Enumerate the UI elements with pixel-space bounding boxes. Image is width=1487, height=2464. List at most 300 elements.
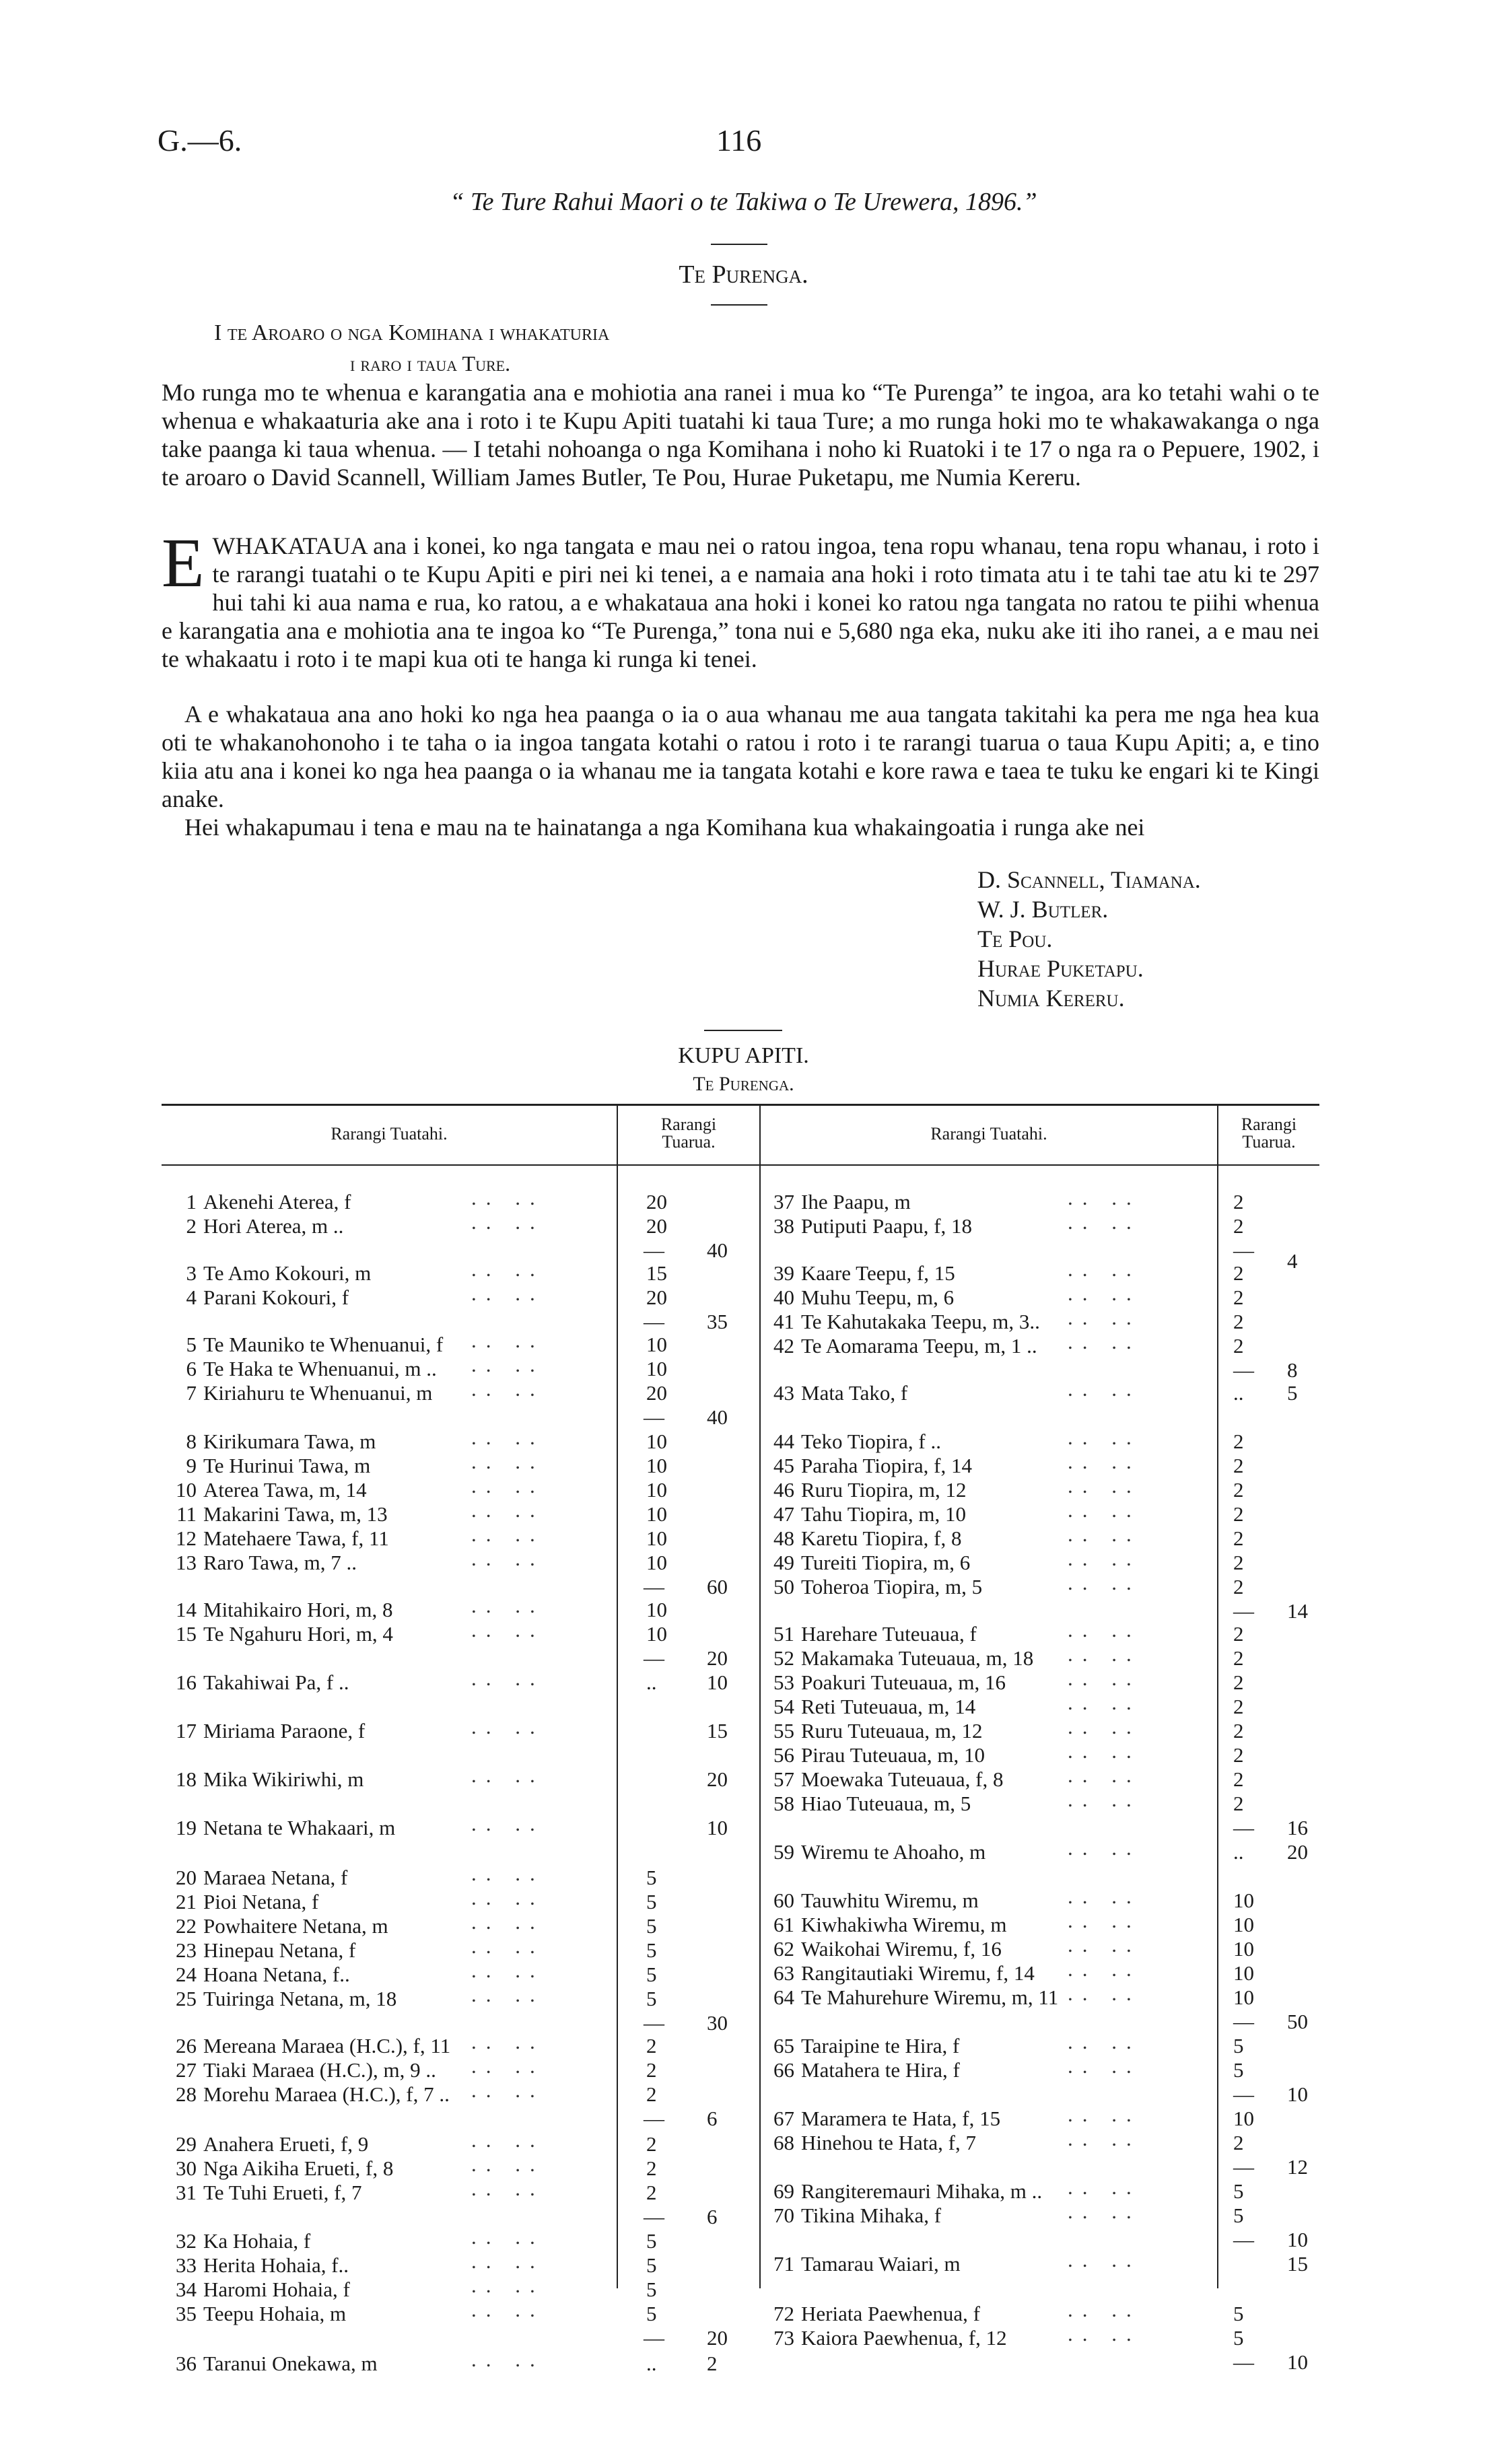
- table-row: [168, 1963, 350, 1987]
- table-row: [168, 2181, 362, 2205]
- share-value: 5: [646, 2253, 657, 2277]
- entry-number: 12: [176, 1526, 197, 1550]
- table-row: [168, 2229, 310, 2253]
- entry-name: Te Tuhi Erueti, f, 7: [203, 2181, 362, 2204]
- entry-name: Mitahikairo Hori, m, 8: [203, 1598, 393, 1621]
- share-value: 5: [646, 1914, 657, 1938]
- entry-name: Te Kahutakaka Teepu, m, 3..: [801, 1310, 1040, 1333]
- leader-dots: .. ..: [1068, 1885, 1141, 1908]
- table-row: [766, 1190, 911, 1214]
- share-value: 2: [646, 2034, 657, 2057]
- leader-dots: .. ..: [471, 1666, 545, 1690]
- share-value: 5: [646, 2229, 657, 2253]
- entry-name: Te Aomarama Teepu, m, 1 ..: [801, 1334, 1037, 1358]
- main-paragraph: [162, 524, 1319, 673]
- table-header-rule: [162, 1164, 1319, 1166]
- table-row: [168, 1719, 365, 1743]
- leader-dots: .. ..: [471, 2128, 545, 2152]
- share-value: 20: [646, 1381, 667, 1405]
- leader-dots: .. ..: [1068, 1836, 1141, 1860]
- leader-dots: .. ..: [1068, 1330, 1141, 1353]
- entry-number: 3: [186, 1261, 197, 1285]
- entry-name: Mata Tako, f: [801, 1381, 908, 1405]
- leader-dots: .. ..: [1068, 2103, 1141, 2126]
- entry-name: Putiputi Paapu, f, 18: [801, 1214, 973, 1238]
- table-row: [766, 1430, 941, 1454]
- entry-name: Wiremu te Ahoaho, m: [801, 1840, 986, 1864]
- table-row: [168, 1381, 432, 1405]
- leader-dots: .. ..: [1068, 1618, 1141, 1642]
- table-row: [168, 2058, 436, 2082]
- entry-number: 26: [176, 2034, 197, 2057]
- table-row: [168, 1333, 443, 1357]
- share-value: 5: [646, 2278, 657, 2301]
- table-row: [766, 2107, 1000, 2131]
- subtotal-value: 15: [707, 1719, 728, 1743]
- leader-dots: .. ..: [471, 1377, 545, 1401]
- entry-name: Ruru Tuteuaua, m, 12: [801, 1719, 983, 1743]
- entry-number: 31: [176, 2181, 197, 2204]
- table-row: [766, 2252, 961, 2276]
- leader-dots: .. ..: [1068, 1522, 1141, 1546]
- table-row: [766, 1261, 955, 1286]
- share-value: 2: [1233, 1551, 1244, 1574]
- entry-name: Te Haka te Whenuanui, m ..: [203, 1357, 437, 1380]
- header-line: Tuarua.: [1242, 1132, 1296, 1152]
- entry-name: Netana te Whakaari, m: [203, 1816, 396, 1839]
- header-rarangi-tuatahi-right: Rarangi Tuatahi.: [930, 1124, 1047, 1143]
- subtotal-value: 20: [707, 1646, 728, 1670]
- table-row: [766, 1502, 966, 1526]
- subtotal-value: 12: [1287, 2155, 1308, 2179]
- share-value: 2: [646, 2058, 657, 2082]
- paragraph-shares-text: A e whakataua ana ano hoki ko nga hea paanga o ia o aua whanau me aua tangata takitahi ka pera me nga hea kua oti te whakanohonoho i te taha o ia ingoa tangata kotahi o ratou i roto i te rarangi tuarua o taua Kupu Apiti; a, e tino kiia atu ana i konei ko nga hea paanga o ia whanau me ia tangata kotahi e kore rawa e taea te tuku ke engari ki te Kingi anake.: [162, 701, 1319, 812]
- leader-dots: .. ..: [1068, 1571, 1141, 1594]
- header-line: Rarangi: [1241, 1115, 1297, 1134]
- subtotal-dash: —: [644, 2205, 664, 2228]
- table-row: [766, 2179, 1042, 2204]
- entry-name: Reti Tuteuaua, m, 14: [801, 1695, 976, 1718]
- leader-dots: .. ..: [471, 1886, 545, 1909]
- entry-name: Anahera Erueti, f, 9: [203, 2132, 369, 2156]
- signatory: Hurae Puketapu.: [977, 955, 1144, 982]
- signatory: Numia Kereru.: [977, 985, 1125, 1012]
- share-value: 10: [646, 1430, 667, 1453]
- leader-dots: .. ..: [471, 1594, 545, 1617]
- leader-dots: .. ..: [1068, 2175, 1141, 2199]
- leader-dots: .. ..: [1068, 1933, 1141, 1957]
- table-row: [168, 1357, 437, 1381]
- entry-name: Parani Kokouri, f: [203, 1286, 349, 1309]
- leader-dots: .. ..: [471, 1934, 545, 1958]
- subtotal-value: 10: [707, 1670, 728, 1694]
- leader-dots: .. ..: [471, 1522, 545, 1546]
- entry-name: Makarini Tawa, m, 13: [203, 1502, 388, 1526]
- leader-dots: .. ..: [471, 1959, 545, 1982]
- leader-dots: .. ..: [471, 2078, 545, 2102]
- entry-name: Powhaitere Netana, m: [203, 1914, 388, 1938]
- share-value: 2: [646, 2156, 657, 2180]
- table-row: [766, 1646, 1033, 1670]
- entry-number: 52: [773, 1646, 794, 1670]
- entry-number: 59: [773, 1840, 794, 1864]
- share-value: 10: [646, 1502, 667, 1526]
- entry-number: 5: [186, 1333, 197, 1356]
- subtotal-dash: —: [1233, 2010, 1254, 2033]
- leader-dots: .. ..: [471, 1450, 545, 1473]
- table-row: [766, 1334, 1037, 1358]
- share-value: 20: [646, 1214, 667, 1238]
- share-value: 10: [1233, 1913, 1254, 1936]
- table-row: [168, 2132, 368, 2156]
- subtotal-dash: —: [644, 2326, 664, 2350]
- table-row: [766, 1478, 966, 1502]
- subtotal-dash: —: [644, 2011, 664, 2035]
- entry-name: Aterea Tawa, m, 14: [203, 1478, 367, 1502]
- share-value: ..: [646, 1670, 657, 1694]
- entry-number: 29: [176, 2132, 197, 2156]
- table-row: [168, 1914, 388, 1938]
- entry-number: 55: [773, 1719, 794, 1743]
- share-value: 10: [646, 1551, 667, 1574]
- table-row: [168, 1767, 364, 1792]
- entry-name: Miriama Paraone, f: [203, 1719, 366, 1743]
- leader-dots: .. ..: [1068, 2248, 1141, 2272]
- leader-dots: .. ..: [471, 1715, 545, 1738]
- table-row: [766, 1792, 971, 1816]
- share-value: ..: [646, 2352, 657, 2375]
- table-row: [168, 2278, 350, 2302]
- share-value: 5: [646, 1890, 657, 1913]
- leader-dots: .. ..: [471, 1812, 545, 1835]
- entry-number: 40: [773, 1286, 794, 1309]
- entry-name: Heriata Paewhenua, f: [801, 2302, 980, 2325]
- leader-dots: .. ..: [1068, 1450, 1141, 1473]
- share-value: 5: [1233, 2179, 1244, 2203]
- share-value: 5: [646, 1938, 657, 1962]
- entry-name: Raro Tawa, m, 7 ..: [203, 1551, 357, 1574]
- subtotal-value: 5: [1287, 1381, 1298, 1405]
- entry-number: 27: [176, 2058, 197, 2082]
- leader-dots: .. ..: [471, 2177, 545, 2200]
- entry-name: Harehare Tuteuaua, f: [801, 1622, 977, 1646]
- entry-number: 49: [773, 1551, 794, 1574]
- entry-number: 36: [176, 2352, 197, 2375]
- entry-number: 53: [773, 1670, 794, 1694]
- table-row: [766, 1670, 1006, 1695]
- entry-name: Hinepau Netana, f: [203, 1938, 356, 1962]
- leader-dots: .. ..: [471, 1983, 545, 2006]
- entry-number: 17: [176, 1719, 197, 1743]
- entry-name: Kiwhakiwha Wiremu, m: [801, 1913, 1007, 1936]
- entry-number: 7: [186, 1381, 197, 1405]
- entry-number: 8: [186, 1430, 197, 1453]
- table-row: [766, 1937, 1002, 1961]
- leader-dots: .. ..: [471, 2348, 545, 2371]
- subtotal-dash: —: [1233, 2155, 1254, 2179]
- entry-number: 51: [773, 1622, 794, 1646]
- paragraph-shares: [162, 700, 1319, 813]
- subtotal-dash: —: [1233, 1238, 1254, 1262]
- entry-name: Kaiora Paewhenua, f, 12: [801, 2326, 1007, 2350]
- leader-dots: .. ..: [1068, 1957, 1141, 1981]
- table-row: [168, 2253, 349, 2278]
- leader-dots: .. ..: [1068, 1257, 1141, 1281]
- table-row: [168, 1526, 389, 1551]
- leader-dots: .. ..: [471, 2030, 545, 2053]
- column-separator: [759, 1104, 761, 2288]
- entry-name: Matahera te Hira, f: [801, 2058, 960, 2082]
- share-value: 2: [1233, 1261, 1244, 1285]
- table-row: [766, 1695, 975, 1719]
- entry-name: Te Mahurehure Wiremu, m, 11: [801, 1985, 1059, 2009]
- share-value: 2: [1233, 1430, 1244, 1453]
- entry-name: Te Amo Kokouri, m: [203, 1261, 372, 1285]
- entry-name: Mereana Maraea (H.C.), f, 11: [203, 2034, 451, 2057]
- entry-number: 15: [176, 1622, 197, 1646]
- table-row: [766, 1961, 1035, 1985]
- entry-number: 66: [773, 2058, 794, 2082]
- entry-number: 37: [773, 1190, 794, 1213]
- share-value: 2: [646, 2132, 657, 2156]
- page-number: 116: [716, 123, 762, 157]
- subtotal-dash: —: [644, 1646, 664, 1670]
- entry-number: 21: [176, 1890, 197, 1913]
- entry-number: 68: [773, 2131, 794, 2154]
- entry-name: Matehaere Tawa, f, 11: [203, 1526, 389, 1550]
- subtotal-value: 6: [707, 2205, 718, 2228]
- share-value: 2: [646, 2082, 657, 2106]
- table-row: [766, 1985, 1058, 2010]
- share-value: 10: [1233, 1889, 1254, 1912]
- entry-number: 48: [773, 1526, 794, 1550]
- entry-number: 73: [773, 2326, 794, 2350]
- table-row: [168, 1670, 349, 1695]
- share-value: 2: [1233, 1214, 1244, 1238]
- entry-name: Moewaka Tuteuaua, f, 8: [801, 1767, 1004, 1791]
- leader-dots: .. ..: [471, 1329, 545, 1352]
- table-row: [168, 1938, 355, 1963]
- share-value: 5: [646, 1987, 657, 2010]
- paragraph-attestation: [162, 813, 1319, 841]
- entry-number: 62: [773, 1937, 794, 1961]
- entry-name: Pioi Netana, f: [203, 1890, 319, 1913]
- entry-name: Haromi Hohaia, f: [203, 2278, 350, 2301]
- leader-dots: .. ..: [1068, 1474, 1141, 1498]
- entry-name: Maraea Netana, f: [203, 1866, 348, 1889]
- share-value: 5: [1233, 2034, 1244, 2057]
- entry-number: 6: [186, 1357, 197, 1380]
- table-row: [168, 1261, 371, 1286]
- table-row: [766, 2058, 960, 2082]
- table-row: [766, 1767, 1003, 1792]
- entry-number: 69: [773, 2179, 794, 2203]
- entry-name: Taranui Onekawa, m: [203, 2352, 378, 2375]
- entry-name: Teepu Hohaia, m: [203, 2302, 347, 2325]
- entry-number: 32: [176, 2229, 197, 2253]
- share-value: 10: [646, 1478, 667, 1502]
- share-value: 20: [646, 1190, 667, 1213]
- share-value: 2: [1233, 1767, 1244, 1791]
- entry-number: 11: [176, 1502, 197, 1526]
- table-row: [766, 1840, 985, 1864]
- share-value: 2: [1233, 1334, 1244, 1358]
- subtotal-value: 8: [1287, 1358, 1298, 1382]
- table-row: [766, 2326, 1007, 2350]
- leader-dots: .. ..: [471, 2152, 545, 2176]
- entry-number: 63: [773, 1961, 794, 1985]
- entry-name: Pirau Tuteuaua, m, 10: [801, 1743, 985, 1767]
- table-row: [766, 1526, 962, 1551]
- column-separator: [1217, 1104, 1218, 2288]
- table-row: [168, 2302, 346, 2326]
- subtotal-dash: —: [644, 2107, 664, 2130]
- table-row: [766, 2131, 976, 2155]
- share-value: 2: [1233, 1502, 1244, 1526]
- entry-number: 34: [176, 2278, 197, 2301]
- leader-dots: .. ..: [471, 2054, 545, 2078]
- subtotal-value: 16: [1287, 1816, 1308, 1839]
- leader-dots: .. ..: [1068, 1547, 1141, 1570]
- schedule-subtitle: Te Purenga.: [693, 1073, 794, 1095]
- paragraph-attestation-text: Hei whakapumau i tena e mau na te hainatanga a nga Komihana kua whakaingoatia i runga ake nei: [184, 814, 1145, 841]
- entry-number: 14: [176, 1598, 197, 1621]
- entry-name: Tuiringa Netana, m, 18: [203, 1987, 397, 2010]
- subtotal-value: 10: [707, 1816, 728, 1839]
- table-row: [766, 2204, 941, 2228]
- entry-number: 4: [186, 1286, 197, 1309]
- table-row: [168, 1286, 349, 1310]
- table-row: [766, 1889, 979, 1913]
- share-value: 2: [1233, 1719, 1244, 1743]
- leader-dots: .. ..: [471, 1425, 545, 1449]
- share-value: 2: [646, 2181, 657, 2204]
- subtotal-dash: —: [644, 1310, 664, 1333]
- entry-number: 64: [773, 1985, 794, 2009]
- entry-number: 65: [773, 2034, 794, 2057]
- table-row: [168, 2034, 450, 2058]
- subtotal-dash: —: [1233, 1599, 1254, 1623]
- share-value: 2: [1233, 1792, 1244, 1815]
- table-top-rule: [162, 1104, 1319, 1106]
- leader-dots: .. ..: [1068, 1425, 1141, 1449]
- leader-dots: .. ..: [1068, 1739, 1141, 1763]
- entry-name: Mika Wikiriwhi, m: [203, 1767, 364, 1791]
- table-row: [168, 2156, 393, 2181]
- header-rarangi-tuatahi-left: Rarangi Tuatahi.: [331, 1124, 448, 1143]
- table-row: [766, 2302, 980, 2326]
- table-row: [766, 1719, 983, 1743]
- entry-name: Teko Tiopira, f ..: [801, 1430, 941, 1453]
- share-value: 5: [646, 1866, 657, 1889]
- signatory: W. J. Butler.: [977, 896, 1109, 923]
- entry-name: Makamaka Tuteuaua, m, 18: [801, 1646, 1034, 1670]
- subtotal-value: 40: [707, 1238, 728, 1262]
- entry-number: 35: [176, 2302, 197, 2325]
- leader-dots: .. ..: [471, 1618, 545, 1642]
- leader-dots: .. ..: [471, 1474, 545, 1498]
- leader-dots: .. ..: [1068, 1691, 1141, 1714]
- drop-cap: E: [162, 524, 205, 602]
- table-row: [766, 1454, 972, 1478]
- entry-name: Herita Hohaia, f..: [203, 2253, 349, 2277]
- subtotal-value: 20: [707, 1767, 728, 1791]
- entry-number: 61: [773, 1913, 794, 1936]
- section-title: Te Purenga.: [679, 260, 808, 289]
- subtotal-value: 10: [1287, 2350, 1308, 2374]
- table-row: [766, 1381, 907, 1405]
- leader-dots: .. ..: [1068, 2199, 1141, 2223]
- entry-name: Ihe Paapu, m: [801, 1190, 911, 1213]
- entry-name: Te Ngahuru Hori, m, 4: [203, 1622, 393, 1646]
- entry-name: Ka Hohaia, f: [203, 2229, 311, 2253]
- share-value: 5: [1233, 2058, 1244, 2082]
- entry-number: 23: [176, 1938, 197, 1962]
- entry-name: Tahu Tiopira, m, 10: [801, 1502, 966, 1526]
- entry-name: Akenehi Aterea, f: [203, 1190, 351, 1213]
- entry-number: 67: [773, 2107, 794, 2130]
- entry-number: 13: [176, 1551, 197, 1574]
- entry-number: 60: [773, 1889, 794, 1912]
- entry-name: Waikohai Wiremu, f, 16: [801, 1937, 1002, 1961]
- share-value: 2: [1233, 1310, 1244, 1333]
- signatory: Te Pou.: [977, 925, 1053, 952]
- table-row: [168, 2352, 378, 2376]
- share-value: 5: [1233, 2302, 1244, 2325]
- header-rarangi-tuarua-right: [1218, 1116, 1319, 1151]
- entry-number: 57: [773, 1767, 794, 1791]
- share-value: 10: [1233, 1961, 1254, 1985]
- subtotal-value: 10: [1287, 2228, 1308, 2251]
- subtotal-dash: —: [1233, 2228, 1254, 2251]
- entry-number: 24: [176, 1963, 197, 1986]
- header-line: Tuarua.: [662, 1132, 716, 1152]
- share-value: ..: [1233, 1840, 1244, 1864]
- share-value: 2: [1233, 1670, 1244, 1694]
- share-value: 10: [1233, 1985, 1254, 2009]
- entry-name: Maramera te Hata, f, 15: [801, 2107, 1001, 2130]
- entry-number: 54: [773, 1695, 794, 1718]
- entry-number: 58: [773, 1792, 794, 1815]
- leader-dots: .. ..: [471, 1281, 545, 1305]
- leader-dots: .. ..: [471, 1910, 545, 1934]
- share-value: 2: [1233, 1526, 1244, 1550]
- share-value: 2: [1233, 2131, 1244, 2154]
- entry-name: Taraipine te Hira, f: [801, 2034, 960, 2057]
- table-row: [766, 1622, 977, 1646]
- entry-name: Rangitautiaki Wiremu, f, 14: [801, 1961, 1035, 1985]
- intro-paragraph: [162, 378, 1319, 491]
- table-row: [766, 1310, 1040, 1334]
- share-value: 5: [1233, 2326, 1244, 2350]
- share-value: 10: [646, 1526, 667, 1550]
- entry-number: 38: [773, 1214, 794, 1238]
- entry-name: Kirikumara Tawa, m: [203, 1430, 376, 1453]
- table-row: [766, 1286, 954, 1310]
- table-row: [168, 1598, 393, 1622]
- divider: [704, 1030, 782, 1031]
- subtotal-value: 30: [707, 2011, 728, 2035]
- subtotal-value: 15: [1287, 2252, 1308, 2276]
- entry-name: Kaare Teepu, f, 15: [801, 1261, 955, 1285]
- share-value: 10: [646, 1454, 667, 1477]
- leader-dots: .. ..: [1068, 1763, 1141, 1787]
- leader-dots: .. ..: [471, 1210, 545, 1234]
- entry-name: Te Mauniko te Whenuanui, f: [203, 1333, 444, 1356]
- meeting-heading-line1: I te Aroaro o nga Komihana i whakaturia: [214, 320, 610, 345]
- table-row: [168, 1816, 395, 1840]
- leader-dots: .. ..: [471, 2225, 545, 2249]
